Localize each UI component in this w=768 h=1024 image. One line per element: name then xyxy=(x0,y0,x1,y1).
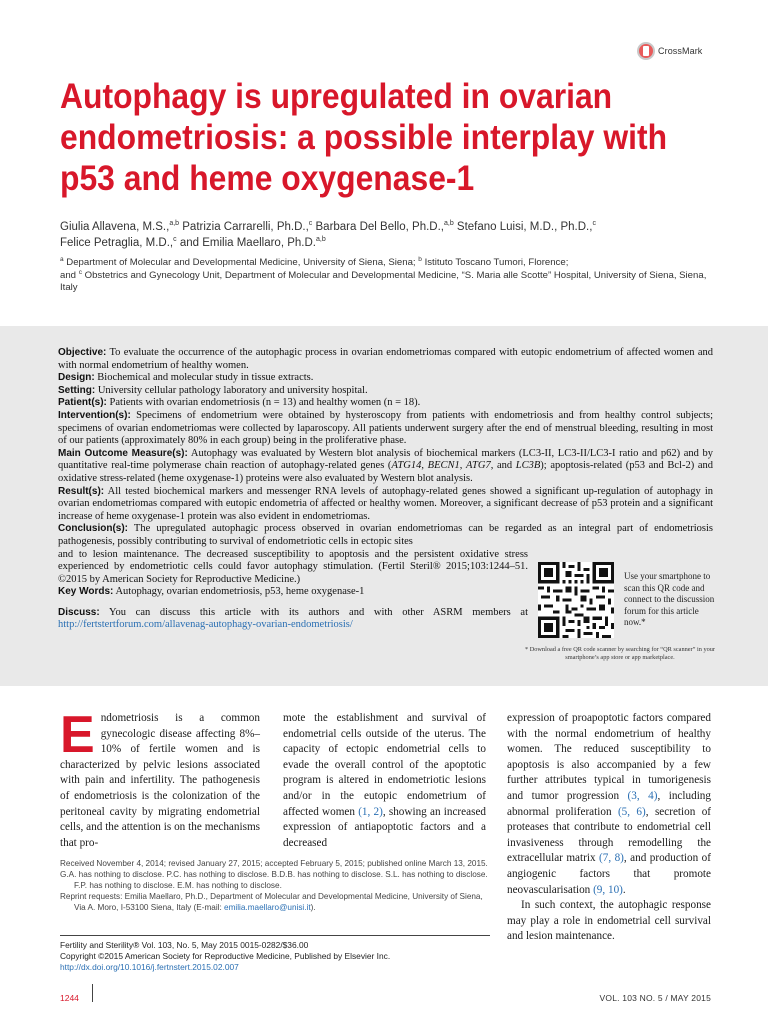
reprint-text: Reprint requests: Emilia Maellaro, Ph.D., Department of Molecular and Developmental Medicine, University of Siena, Via A. Moro, I-53100 Siena, Italy (E-mail: xyxy=(60,892,483,912)
abstract-objective xyxy=(58,347,713,372)
reprint-text: ). xyxy=(310,903,316,912)
separator: , xyxy=(459,460,467,472)
article-notes xyxy=(60,858,490,913)
citation-link[interactable]: (5, 6) xyxy=(617,805,646,818)
author-name: Stefano Luisi, M.D., Ph.D., xyxy=(456,221,593,233)
citation-link[interactable]: (1, 2) xyxy=(358,805,383,818)
abstract-discuss xyxy=(58,607,528,632)
affiliation-text: Department of Molecular and Developmental Medicine, University of Siena, Siena; xyxy=(66,257,416,268)
reprint-requests xyxy=(60,891,490,913)
affiliation-mark: a xyxy=(60,255,64,263)
doi-link[interactable]: http://dx.doi.org/10.1016/j.fertnstert.2015.02.007 xyxy=(60,962,239,972)
qr-instructions: Use your smartphone to scan this QR code and connect to the discussion forum for this article now.* xyxy=(624,571,715,628)
abstract-text: To evaluate the occurrence of the autophagic process in ovarian endometriomas compared with eutopic endometrium of affected women and with normal endometrium of healthy women. xyxy=(58,347,713,371)
abstract-text: You can discuss this article with its authors and with other ASRM members at xyxy=(108,606,528,618)
author-affiliation-mark: a,b xyxy=(169,220,180,228)
abstract-keywords xyxy=(58,586,528,599)
journal-citation: Fertility and Sterility® Vol. 103, No. 5, May 2015 0015-0282/$36.00 xyxy=(60,940,309,950)
abstract-results xyxy=(58,486,713,524)
abstract-label: Setting: xyxy=(58,384,96,396)
footer-divider xyxy=(60,935,490,936)
structured-abstract xyxy=(58,347,713,632)
journal-issue-reference: VOL. 103 NO. 5 / MAY 2015 xyxy=(599,993,711,1003)
body-text: , showing an increased expression of antiapoptotic factors and a decreased xyxy=(283,805,487,849)
author-affiliation-mark: a,b xyxy=(443,220,454,228)
abstract-label: Conclusion(s): xyxy=(58,523,128,535)
gene-name: BECN1 xyxy=(427,460,460,472)
author-name: Barbara Del Bello, Ph.D., xyxy=(315,221,444,233)
abstract-text: The upregulated autophagic process observed in ovarian endometriomas can be regarded as an integral part of endometriosis pathogenesis, possibly contributing to survival of endometriotic cells in ectopic sites xyxy=(58,523,713,547)
abstract-text: and to lesion maintenance. The decreased susceptibility to apoptosis and the persistent oxidative stress experienced by endometriotic cells could favor autophagy stimulation. (Fertil Steril® 2015;103:1244–51. ©2015 by American Society for Reproductive Medicine.) xyxy=(58,548,528,585)
affiliation-conjunction: and xyxy=(60,269,77,281)
body-text: mote the establishment and survival of endometrial cells outside of the uterus. The capacity of ectopic endometrial cells to evade the overall control of the apoptotic program is altered in endometriotic lesions and/or in the eutopic endometrium of affected women xyxy=(283,712,486,818)
crossmark-badge[interactable] xyxy=(637,42,702,60)
body-text: , including abnormal proliferation xyxy=(507,789,711,818)
abstract-label: Main Outcome Measure(s): xyxy=(58,447,188,459)
author-affiliation-mark: a,b xyxy=(315,235,326,243)
author-affiliation-mark: c xyxy=(308,220,313,228)
separator: , xyxy=(421,460,428,472)
gene-name: ATG7 xyxy=(466,460,491,472)
page-number-divider xyxy=(92,984,93,1002)
abstract-outcome xyxy=(58,448,713,486)
author-name: Felice Petraglia, M.D., xyxy=(60,236,174,249)
body-text: , and production of angiogenic factors that promote neovascularisation xyxy=(507,852,711,896)
abstract-text: Autophagy was evaluated by Western blot analysis of biochemical markers (LC3-II, LC3-II/LC3-I ratio and p62) and by quantitative real-time polymerase chain reaction of autophagy-related genes ( xyxy=(58,447,714,472)
affiliation-mark: b xyxy=(418,255,422,263)
abstract-text: Autophagy, ovarian endometriosis, p53, heme oxygenase-1 xyxy=(115,586,365,598)
qr-footnote: * Download a free QR code scanner by searching for “QR scanner” in your smartphone’s app store or app marketplace. xyxy=(524,646,716,661)
body-text: , secretion of proteases that contribute to endometrial cell invasiveness through remodelling the extracellular matrix xyxy=(507,805,712,865)
abstract-interventions xyxy=(58,410,713,448)
copyright-notice: Copyright ©2015 American Society for Reproductive Medicine, Published by Elsevier Inc. xyxy=(60,951,391,961)
author-affiliation-mark: c xyxy=(592,220,596,228)
abstract-label: Design: xyxy=(58,372,95,384)
affiliations xyxy=(60,257,708,295)
abstract-conclusions xyxy=(58,523,713,586)
body-text: . xyxy=(622,883,626,896)
abstract-text: Patients with ovarian endometriosis (n = 13) and healthy women (n = 18). xyxy=(109,397,421,409)
abstract-text: Specimens of endometrium were obtained by hysteroscopy from patients with endometriosis and from healthy control subjects; specimens of ovarian endometriomas were collected by laparoscopy. All patients underwent surgery after the end of menstrual bleeding, resulting in most of our patients (approximately 80% in each group) being in the proliferative phase. xyxy=(58,409,714,447)
disclosure-statement: G.A. has nothing to disclose. P.C. has nothing to disclose. B.D.B. has nothing to disclose. S.L. has nothing to disclose. F.P. has nothing to disclose. E.M. has nothing to disclose. xyxy=(60,870,488,890)
body-column-1 xyxy=(60,706,260,851)
citation-link[interactable]: (9, 10) xyxy=(593,883,623,896)
article-title: Autophagy is upregulated in ovarian endometriosis: a possible interplay with p53 and heme oxygenase-1 xyxy=(60,77,668,198)
body-column-3 xyxy=(507,711,711,945)
abstract-text: All tested biochemical markers and messenger RNA levels of autophagy-related genes showed a significant up-regulation of autophagy in ovarian endometriomas compared with eutopic endometria of affected or healthy women. Moreover, a significant decrease of p53 protein and a significant increase of heme oxygenase-1 protein was also evident in endometriomas. xyxy=(58,485,714,522)
author-name: and Emilia Maellaro, Ph.D. xyxy=(179,236,316,249)
body-text: ndometriosis is a common gynecologic disease affecting 8%–10% of fertile women and is characterized by pelvic lesions associated with pain and infertility. The pathogenesis of endometriosis is the colonization of the peritoneal cavity by migrating endometrial cells, and the attention is on the mechanisms that pro- xyxy=(60,712,260,849)
body-paragraph: In such context, the autophagic response may play a role in endometrial cell survival and lesion maintenance. xyxy=(507,899,711,943)
separator: , and xyxy=(490,460,516,472)
abstract-label: Intervention(s): xyxy=(58,409,131,421)
abstract-label: Result(s): xyxy=(58,485,105,497)
gene-name: ATG14 xyxy=(391,460,422,472)
author-name: Giulia Allavena, M.S., xyxy=(60,221,170,233)
abstract-label: Patient(s): xyxy=(58,397,107,409)
qr-code[interactable] xyxy=(538,562,614,638)
abstract-label: Discuss: xyxy=(58,606,100,618)
body-paragraph xyxy=(507,711,711,898)
received-dates: Received November 4, 2014; revised January 27, 2015; accepted February 5, 2015; published online March 13, 2015. xyxy=(60,859,488,868)
abstract-patients xyxy=(58,397,713,410)
discussion-forum-link[interactable]: http://fertstertforum.com/allavenag-autophagy-ovarian-endometriosis/ xyxy=(58,619,353,631)
gene-name: LC3B xyxy=(515,460,541,472)
abstract-label: Objective: xyxy=(58,347,107,358)
crossmark-icon xyxy=(637,42,655,60)
body-text: expression of proapoptotic factors compared with the normal endometrium of healthy women. The reduced susceptibility to apoptosis is also accompanied by a few further attributes typical in tumorigenesis and tumor progression xyxy=(507,712,711,802)
publication-info xyxy=(60,940,490,973)
author-name: Patrizia Carrarelli, Ph.D., xyxy=(182,221,309,233)
author-list xyxy=(60,220,700,251)
abstract-text: ); apoptosis-related (p53 and Bcl-2) and oxidative stress-related (heme oxygenase-1) proteins were also evaluated by Western blot analysis. xyxy=(58,460,713,484)
page-number: 1244 xyxy=(60,993,79,1003)
affiliation-mark: c xyxy=(78,268,82,276)
affiliation-text: Istituto Toscano Tumori, Florence; xyxy=(424,257,569,268)
abstract-text: Biochemical and molecular study in tissue extracts. xyxy=(97,372,314,384)
abstract-text: University cellular pathology laboratory and university hospital. xyxy=(97,384,368,396)
abstract-design xyxy=(58,372,713,385)
affiliation-text: Obstetrics and Gynecology Unit, Department of Molecular and Developmental Medicine, “S. Maria alle Scotte” Hospital, University of Siena, Siena, Italy xyxy=(60,269,707,293)
abstract-label: Key Words: xyxy=(58,586,114,598)
drop-cap: E xyxy=(60,706,95,764)
body-column-2 xyxy=(283,711,486,851)
citation-link[interactable]: (3, 4) xyxy=(627,789,658,802)
crossmark-label: CrossMark xyxy=(658,46,703,56)
abstract-setting xyxy=(58,385,713,398)
citation-link[interactable]: (7, 8) xyxy=(599,852,624,865)
email-link[interactable]: emilia.maellaro@unisi.it xyxy=(224,903,311,912)
author-affiliation-mark: c xyxy=(173,235,177,243)
